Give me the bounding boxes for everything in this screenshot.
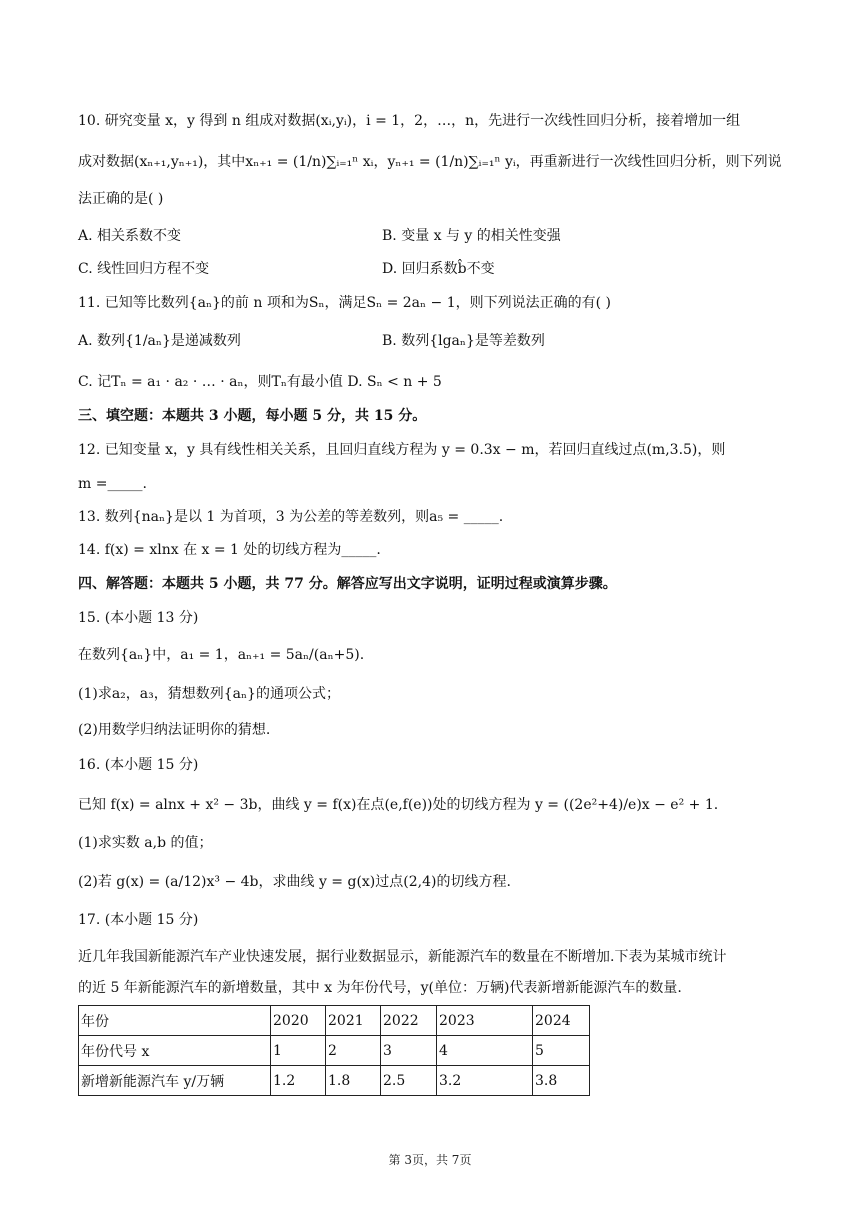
q17-line2: 的近 5 年新能源汽车的新增数量，其中 x 为年份代号，y(单位：万辆)代表新增新能源汽车的数量. (78, 980, 682, 996)
q16-stem: 已知 f(x) = alnx + x² − 3b，曲线 y = f(x)在点(e,f(e))处的切线方程为 y = ((2e²+4)/e)x − e² + 1. (78, 797, 719, 813)
table-cell: 3.8 (533, 1066, 590, 1096)
table-cell: 2022 (381, 1006, 437, 1036)
table-row (79, 1066, 590, 1096)
q15-part1: (1)求a₂，a₃，猜想数列{aₙ}的通项公式； (78, 686, 340, 702)
table-cell: 2024 (533, 1006, 590, 1036)
q17-title: 17. (本小题 15 分) (78, 912, 199, 928)
table-cell: 2 (326, 1036, 381, 1066)
q10-line3: 法正确的是( ) (78, 191, 164, 207)
q17-line1: 近几年我国新能源汽车产业快速发展，据行业数据显示，新能源汽车的数量在不断增加.下表为某城市统计 (78, 949, 727, 965)
table-cell: 1 (271, 1036, 326, 1066)
table-cell: 年份代号 x (79, 1036, 271, 1066)
q13: 13. 数列{naₙ}是以 1 为首项，3 为公差的等差数列，则a₅ = _____. (78, 509, 504, 525)
table-cell: 新增新能源汽车 y/万辆 (79, 1066, 271, 1096)
table-cell: 2020 (271, 1006, 326, 1036)
q16-part2: (2)若 g(x) = (a/12)x³ − 4b，求曲线 y = g(x)过点(2,4)的切线方程. (78, 874, 511, 890)
q11-option-a: A. 数列{1/aₙ}是递减数列 (78, 333, 241, 349)
q10-option-c: C. 线性回归方程不变 (78, 261, 210, 277)
table-cell: 3.2 (437, 1066, 533, 1096)
table-cell: 1.8 (326, 1066, 381, 1096)
q11-option-cd: C. 记Tₙ = a₁ · a₂ · … · aₙ，则Tₙ有最小值 D. Sₙ < n + 5 (78, 374, 442, 390)
page-footer: 第 3页，共 7页 (388, 1153, 472, 1167)
table-cell: 3 (381, 1036, 437, 1066)
q15-part2: (2)用数学归纳法证明你的猜想. (78, 722, 271, 738)
q10-option-a: A. 相关系数不变 (78, 228, 182, 244)
q11-stem: 11. 已知等比数列{aₙ}的前 n 项和为Sₙ，满足Sₙ = 2aₙ − 1，则下列说法正确的有( ) (78, 295, 611, 311)
table-cell: 2023 (437, 1006, 533, 1036)
table-row (79, 1006, 590, 1036)
q12-line2: m =_____. (78, 476, 147, 492)
table-cell: 5 (533, 1036, 590, 1066)
section-4-heading: 四、解答题：本题共 5 小题，共 77 分。解答应写出文字说明，证明过程或演算步骤。 (78, 576, 617, 592)
q16-title: 16. (本小题 15 分) (78, 757, 199, 773)
q10-line2: 成对数据(xₙ₊₁,yₙ₊₁)，其中xₙ₊₁ = (1/n)∑ᵢ₌₁ⁿ xᵢ，yₙ₊₁ = (1/n)∑ᵢ₌₁ⁿ yᵢ，再重新进行一次线性回归分析，则下列说 (78, 154, 782, 170)
table-cell: 2.5 (381, 1066, 437, 1096)
q10-option-b: B. 变量 x 与 y 的相关性变强 (382, 228, 561, 244)
data-table (78, 1005, 590, 1096)
table-cell: 1.2 (271, 1066, 326, 1096)
q11-option-b: B. 数列{lgaₙ}是等差数列 (382, 333, 545, 349)
table-cell: 年份 (79, 1006, 271, 1036)
q15-title: 15. (本小题 13 分) (78, 610, 199, 626)
q15-stem: 在数列{aₙ}中，a₁ = 1，aₙ₊₁ = 5aₙ/(aₙ+5). (78, 647, 365, 663)
section-3-heading: 三、填空题：本题共 3 小题，每小题 5 分，共 15 分。 (78, 408, 427, 424)
q16-part1: (1)求实数 a,b 的值； (78, 835, 213, 851)
q12-line1: 12. 已知变量 x，y 具有线性相关关系，且回归直线方程为 y = 0.3x − m，若回归直线过点(m,3.5)，则 (78, 442, 726, 458)
table-cell: 2021 (326, 1006, 381, 1036)
q10-line1: 10. 研究变量 x，y 得到 n 组成对数据(xᵢ,yᵢ)，i = 1，2，…，n，先进行一次线性回归分析，接着增加一组 (78, 113, 741, 129)
q10-option-d: D. 回归系数b̂不变 (382, 261, 495, 277)
table-row (79, 1036, 590, 1066)
table-cell: 4 (437, 1036, 533, 1066)
q14: 14. f(x) = xlnx 在 x = 1 处的切线方程为_____. (78, 542, 381, 558)
